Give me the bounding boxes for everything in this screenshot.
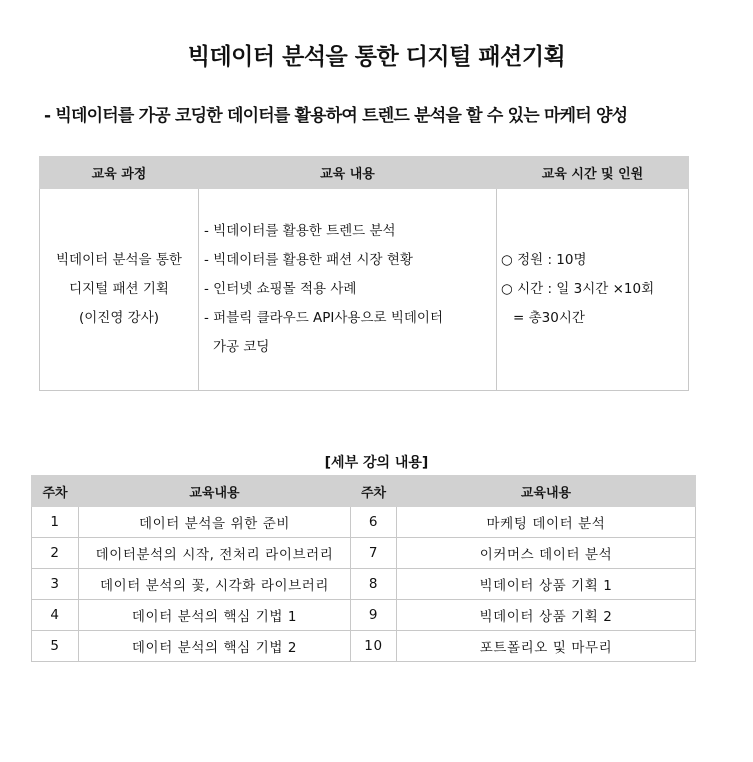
week-number: 2 <box>32 538 79 569</box>
detail-header-row <box>32 476 696 507</box>
week-content: 이커머스 데이터 분석 <box>397 538 696 569</box>
table-row <box>32 600 696 631</box>
time-line: ○ 정원 : 10명 <box>501 252 587 268</box>
header-content-right: 교육내용 <box>397 476 696 507</box>
week-content: 빅데이터 상품 기획 2 <box>397 600 696 631</box>
table-row <box>32 631 696 662</box>
header-content: 교육 내용 <box>199 157 497 189</box>
week-content: 데이터 분석의 핵심 기법 1 <box>79 600 351 631</box>
week-number: 6 <box>351 507 397 538</box>
time-line: = 총30시간 <box>513 310 585 326</box>
week-content: 데이터분석의 시작, 전처리 라이브러리 <box>79 538 351 569</box>
week-number: 9 <box>351 600 397 631</box>
header-content-left: 교육내용 <box>79 476 351 507</box>
header-week-left: 주차 <box>32 476 79 507</box>
detail-table <box>31 475 696 662</box>
week-content: 데이터 분석의 꽃, 시각화 라이브러리 <box>79 569 351 600</box>
week-content: 빅데이터 상품 기획 1 <box>397 569 696 600</box>
week-content: 포트폴리오 및 마무리 <box>397 631 696 662</box>
week-number: 5 <box>32 631 79 662</box>
week-number: 1 <box>32 507 79 538</box>
week-number: 8 <box>351 569 397 600</box>
content-line: - 퍼블릭 클라우드 API사용으로 빅데이터 <box>204 310 444 326</box>
content-line: 가공 코딩 <box>213 339 270 355</box>
content-line: - 인터넷 쇼핑몰 적용 사례 <box>204 281 357 297</box>
header-time: 교육 시간 및 인원 <box>497 157 689 189</box>
course-line: 디지털 패션 기획 <box>69 281 169 297</box>
content-cell <box>199 189 497 391</box>
week-content: 마케팅 데이터 분석 <box>397 507 696 538</box>
time-cell <box>497 189 689 391</box>
detail-title: [세부 강의 내용] <box>324 455 429 471</box>
overview-header-row <box>40 157 689 189</box>
course-line: (이진영 강사) <box>78 310 160 326</box>
content-line: - 빅데이터를 활용한 패션 시장 현황 <box>204 252 413 268</box>
table-row <box>32 569 696 600</box>
course-line: 빅데이터 분석을 통한 <box>56 252 182 268</box>
header-week-right: 주차 <box>351 476 397 507</box>
week-number: 4 <box>32 600 79 631</box>
content-line: - 빅데이터를 활용한 트렌드 분석 <box>204 223 396 239</box>
course-cell <box>40 189 199 391</box>
table-row <box>32 507 696 538</box>
week-number: 10 <box>351 631 397 662</box>
overview-body-row <box>40 189 689 391</box>
week-number: 7 <box>351 538 397 569</box>
week-content: 데이터 분석을 위한 준비 <box>79 507 351 538</box>
header-course: 교육 과정 <box>40 157 199 189</box>
overview-table <box>39 156 689 391</box>
week-content: 데이터 분석의 핵심 기법 2 <box>79 631 351 662</box>
week-number: 3 <box>32 569 79 600</box>
time-line: ○ 시간 : 일 3시간 ×10회 <box>501 281 655 297</box>
table-row <box>32 538 696 569</box>
page-subtitle: - 빅데이터를 가공 코딩한 데이터를 활용하여 트렌드 분석을 할 수 있는 마케터 양성 <box>44 106 628 126</box>
page-title: 빅데이터 분석을 통한 디지털 패션기획 <box>187 44 566 70</box>
